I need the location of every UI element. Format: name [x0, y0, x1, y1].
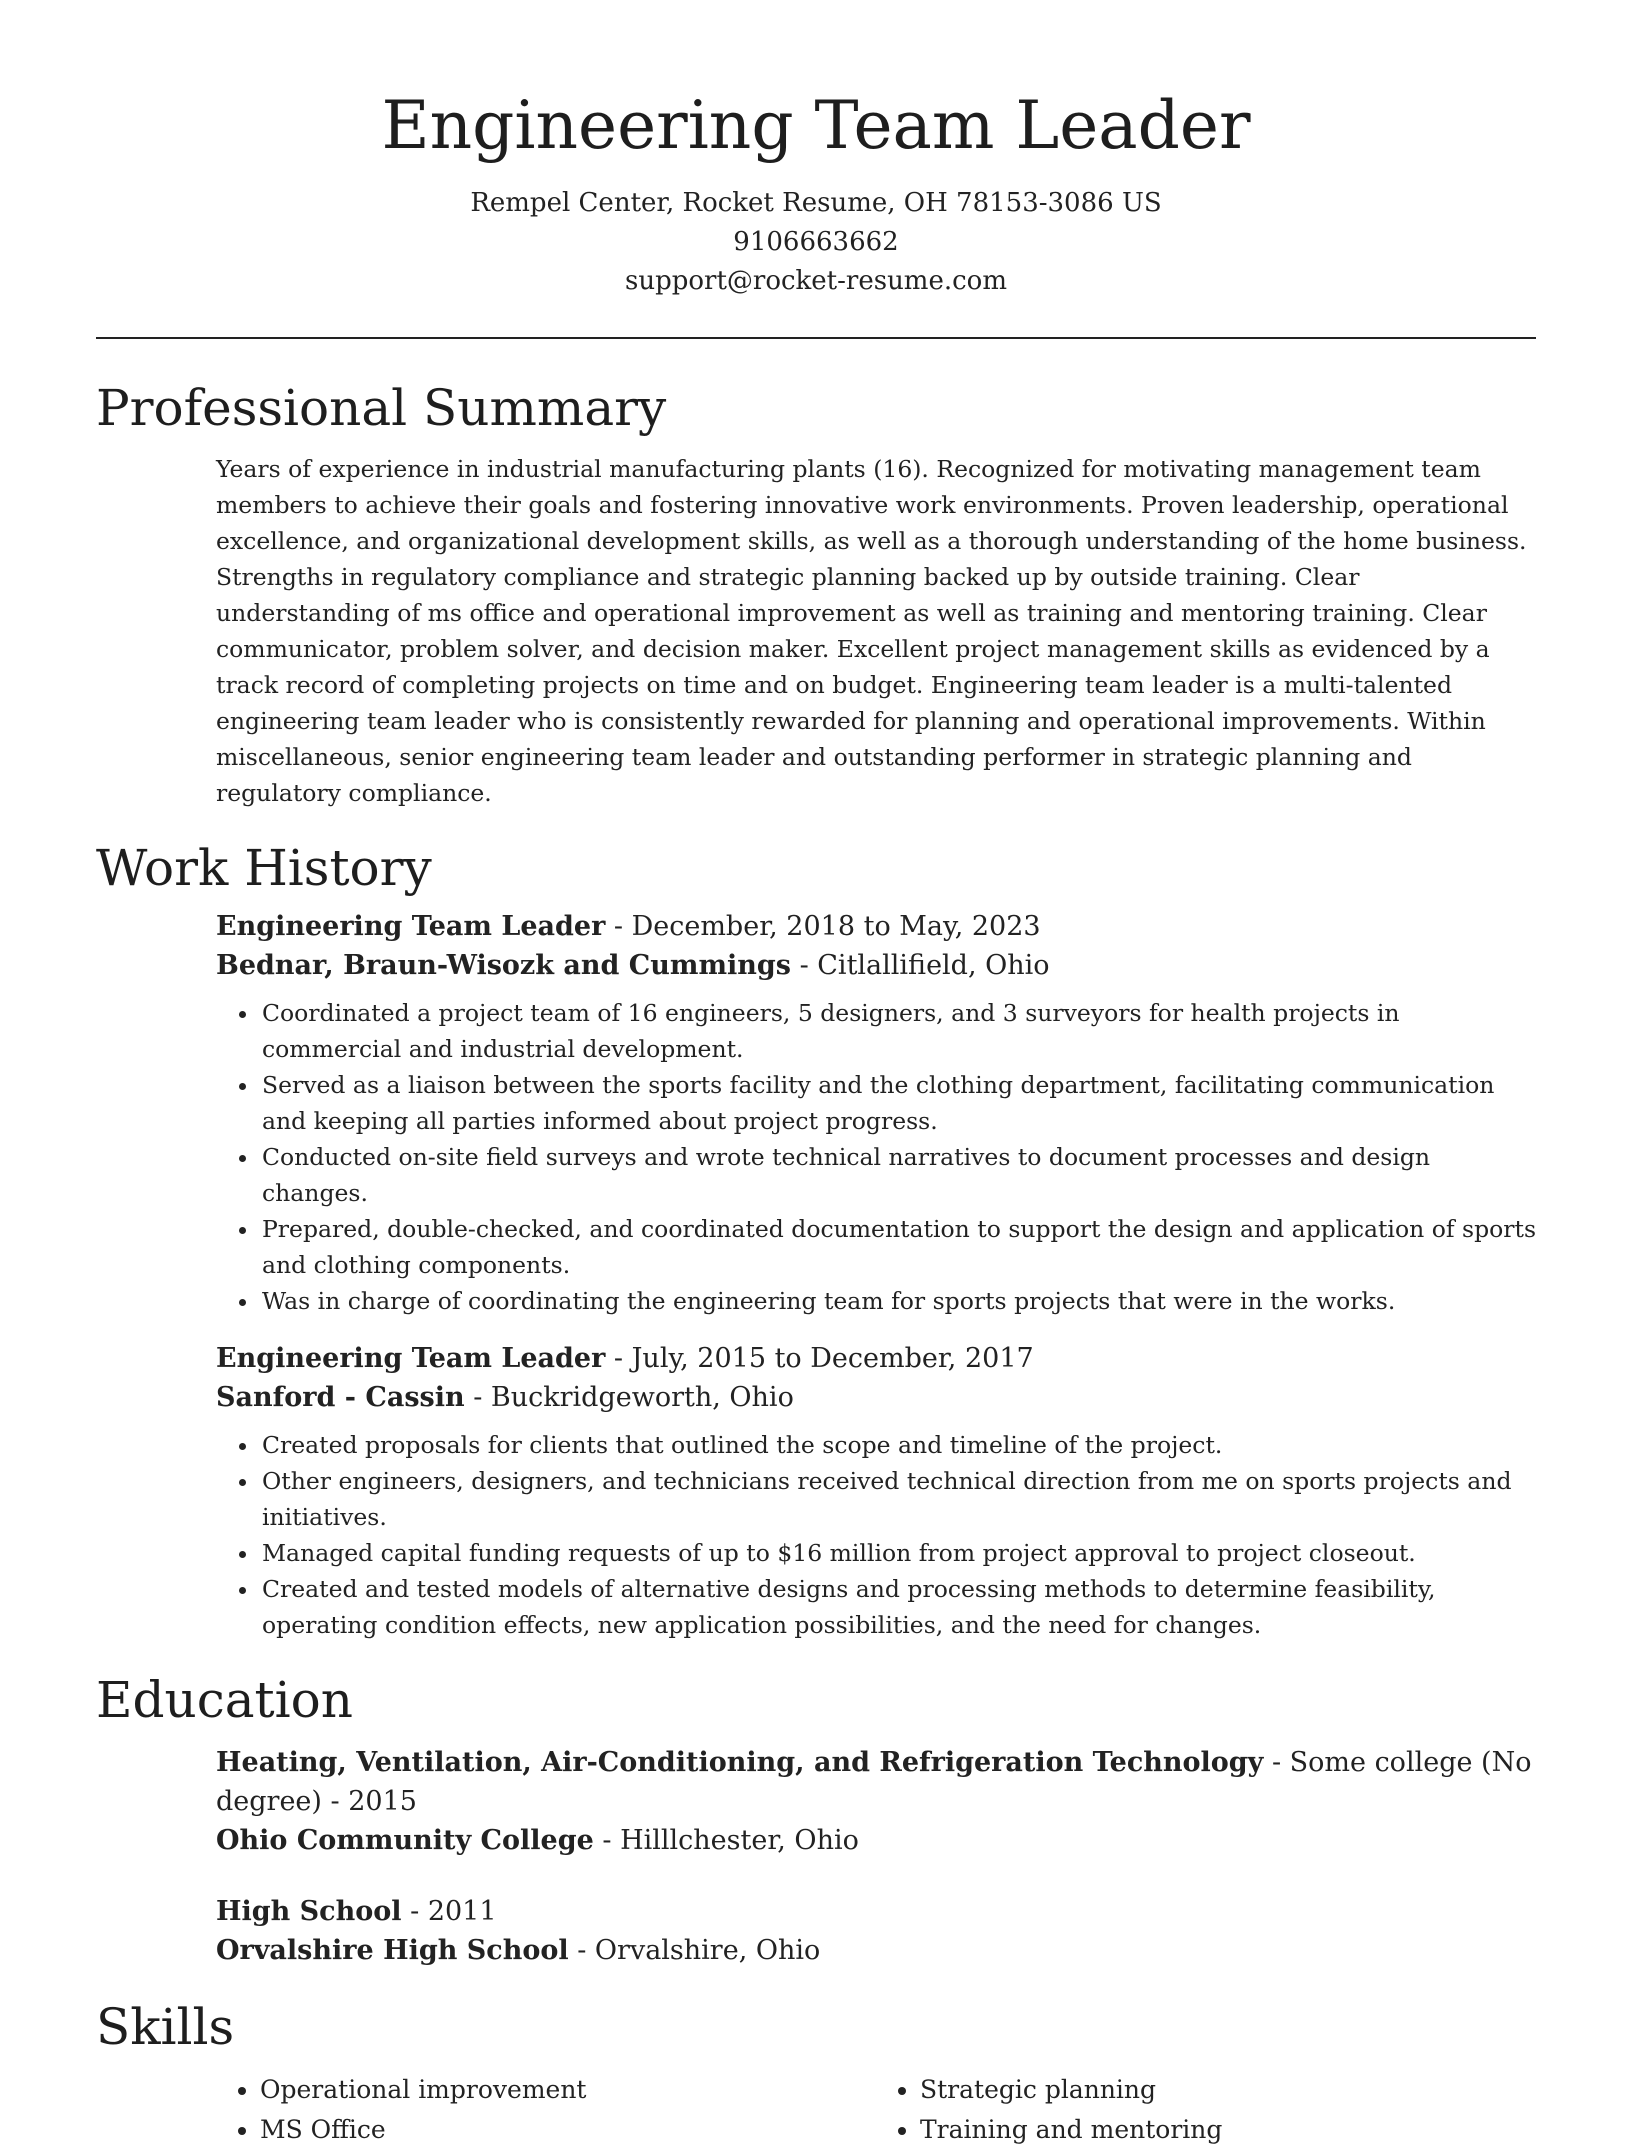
skills-grid — [216, 2070, 1536, 2150]
job-bullet: • Coordinated a project team of 16 engineers, 5 designers, and 3 surveyors for health projects in commercial and industrial development. — [260, 995, 1536, 1067]
education-entry — [216, 1743, 1536, 1860]
skill-item: • Operational improvement — [260, 2070, 876, 2110]
education-program: Heating, Ventilation, Air-Conditioning, and Refrigeration Technology — [216, 1747, 1264, 1778]
section-title-education: Education — [96, 1671, 353, 1729]
job-company-line — [216, 946, 1536, 985]
skills-section — [96, 1992, 1536, 2150]
job-company: Bednar, Braun-Wisozk and Cummings — [216, 950, 791, 981]
education-location: - Hilllchester, Ohio — [593, 1825, 859, 1856]
education-detail: - Some college (No degree) - 2015 — [216, 1747, 1532, 1817]
skill-item: • MS Office — [260, 2110, 876, 2150]
job-bullet-list — [216, 995, 1536, 1319]
education-program-line — [216, 1892, 1536, 1931]
job-title-line — [216, 907, 1536, 946]
job-entry — [216, 1339, 1536, 1643]
summary-section — [96, 373, 1536, 811]
job-company-line — [216, 1378, 1536, 1417]
job-role: Engineering Team Leader — [216, 1343, 606, 1374]
job-bullet: • Created proposals for clients that outlined the scope and timeline of the project. — [260, 1427, 1536, 1463]
education-school: Ohio Community College — [216, 1825, 594, 1856]
job-dates: - July, 2015 to December, 2017 — [605, 1343, 1034, 1374]
skills-list-right — [876, 2070, 1536, 2150]
contact-email: support@rocket-resume.com — [624, 266, 1007, 296]
job-company: Sanford - Cassin — [216, 1382, 465, 1413]
education-detail: - 2011 — [401, 1896, 497, 1927]
job-dates: - December, 2018 to May, 2023 — [605, 911, 1041, 942]
contact-address: Rempel Center, Rocket Resume, OH 78153-3086 US — [470, 188, 1162, 218]
contact-phone: 9106663662 — [733, 227, 899, 257]
skills-list-left — [216, 2070, 876, 2150]
job-entry — [216, 907, 1536, 1319]
education-program-line — [216, 1743, 1536, 1821]
header-divider — [96, 337, 1536, 339]
education-school: Orvalshire High School — [216, 1935, 569, 1966]
job-bullet: • Created and tested models of alternative designs and processing methods to determine feasibility, operating condition effects, new application possibilities, and the need for changes. — [260, 1571, 1536, 1643]
section-title-summary: Professional Summary — [96, 379, 667, 437]
education-school-line — [216, 1821, 1536, 1860]
education-location: - Orvalshire, Ohio — [568, 1935, 821, 1966]
job-bullet: • Managed capital funding requests of up to $16 million from project approval to project closeout. — [260, 1535, 1536, 1571]
education-section — [96, 1665, 1536, 1970]
job-bullet: • Prepared, double-checked, and coordinated documentation to support the design and application of sports and clothing components. — [260, 1211, 1536, 1283]
job-bullet: • Other engineers, designers, and technicians received technical direction from me on sports projects and initiatives. — [260, 1463, 1536, 1535]
resume-name: Engineering Team Leader — [381, 87, 1251, 164]
skill-item: • Training and mentoring — [920, 2110, 1536, 2150]
job-bullet: • Was in charge of coordinating the engineering team for sports projects that were in the works. — [260, 1283, 1536, 1319]
job-bullet: • Conducted on-site field surveys and wrote technical narratives to document processes and design changes. — [260, 1139, 1536, 1211]
section-title-skills: Skills — [96, 1998, 235, 2056]
contact-block — [96, 184, 1536, 301]
job-location: - Buckridgeworth, Ohio — [464, 1382, 794, 1413]
job-role: Engineering Team Leader — [216, 911, 606, 942]
work-history-section — [96, 833, 1536, 1643]
skill-item: • Strategic planning — [920, 2070, 1536, 2110]
job-title-line — [216, 1339, 1536, 1378]
education-program: High School — [216, 1896, 402, 1927]
education-school-line — [216, 1931, 1536, 1970]
education-entry — [216, 1892, 1536, 1970]
job-bullet: • Served as a liaison between the sports facility and the clothing department, facilitating communication and keeping all parties informed about project progress. — [260, 1067, 1536, 1139]
summary-text: Years of experience in industrial manufacturing plants (16). Recognized for motivating management team members to achieve their goals and fostering innovative work environments. Proven leadership, operational excellence, and organizational development skills, as well as a thorough understanding of the home business. Strengths in regulatory compliance and strategic planning backed up by outside training. Clear understanding of ms office and operational improvement as well as training and mentoring training. Clear communicator, problem solver, and decision maker. Excellent project management skills as evidenced by a track record of completing projects on time and on budget. Engineering team leader is a multi-talented engineering team leader who is consistently rewarded for planning and operational improvements. Within miscellaneous, senior engineering team leader and outstanding performer in strategic planning and regulatory compliance. — [216, 455, 1527, 807]
job-bullet-list — [216, 1427, 1536, 1643]
section-title-work-history: Work History — [96, 839, 432, 897]
job-location: - Citlallifield, Ohio — [790, 950, 1050, 981]
